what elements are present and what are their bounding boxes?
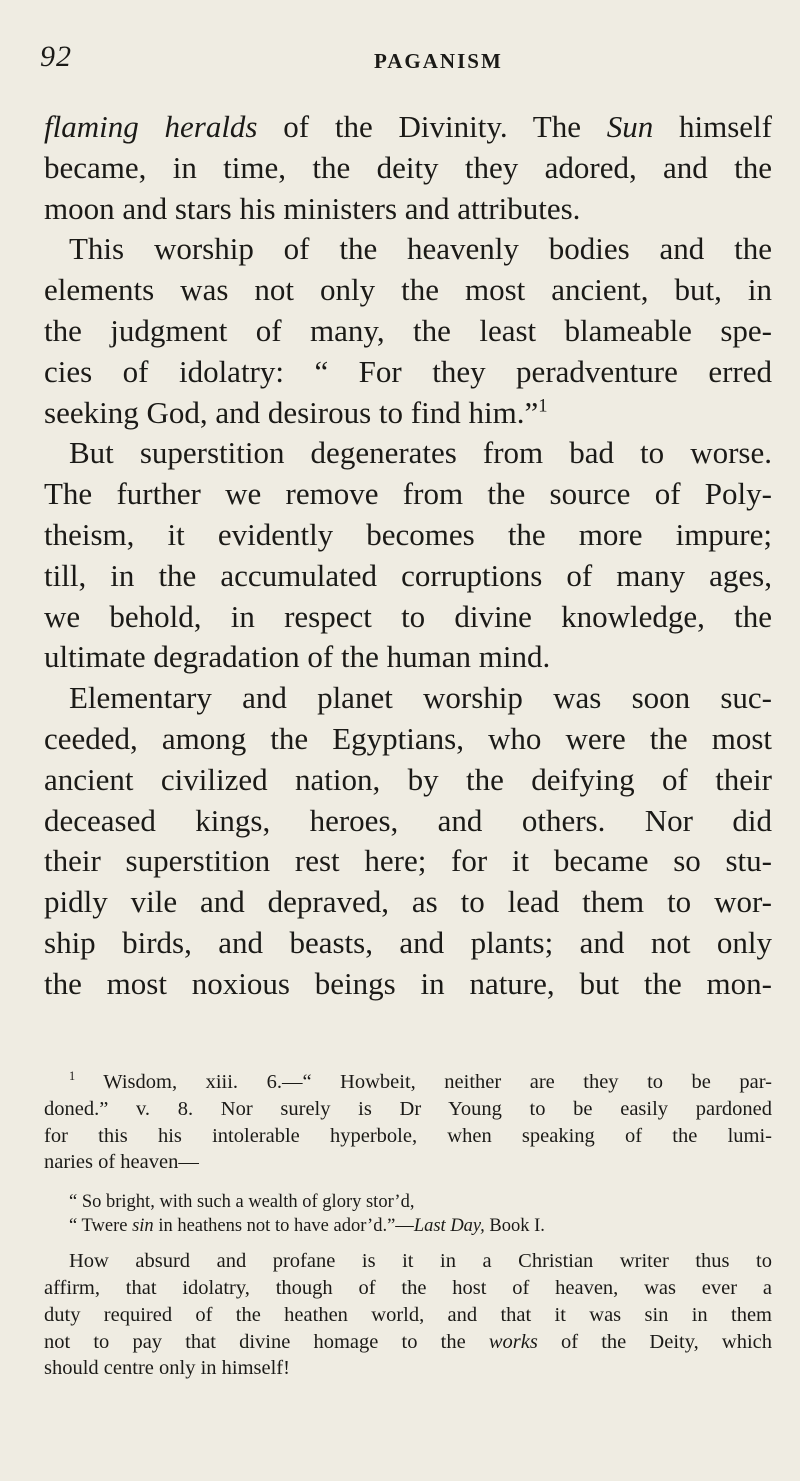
- footnote-ref: 1: [538, 395, 548, 417]
- italic-phrase: flaming heralds: [44, 109, 258, 144]
- text-line: their superstition rest here; for it became so stu-: [44, 843, 772, 879]
- text-line: elements was not only the most ancient, but, in: [44, 272, 772, 308]
- italic-word: Sun: [606, 109, 654, 144]
- running-title: PAGANISM: [374, 49, 503, 73]
- text-line: became, in time, the deity they adored, and the: [44, 149, 772, 185]
- quote-line: “ So bright, with such a wealth of glory stor’d,: [69, 1192, 415, 1213]
- page-number: 92: [40, 40, 72, 73]
- text-line: the most noxious beings in nature, but the mon-: [44, 965, 772, 1001]
- text-span: of the Deity, which: [537, 1330, 773, 1353]
- text-line: ultimate degradation of the human mind.: [44, 639, 551, 675]
- footnote: [44, 1069, 772, 1382]
- main-text: [44, 107, 772, 1005]
- spacer: [44, 1176, 772, 1190]
- text-line: deceased kings, heroes, and others. Nor did: [44, 802, 772, 838]
- running-head: [40, 40, 770, 86]
- text-span: seeking God, and desirous to find him.”: [44, 394, 539, 430]
- text-line: ancient civilized nation, by the deifying of their: [44, 761, 772, 797]
- text-span: Wisdom, xiii. 6.—“ Howbeit, neither are they to be par-: [75, 1071, 772, 1093]
- italic-word: sin: [132, 1216, 154, 1237]
- text-line: pidly vile and depraved, as to lead them to wor-: [44, 884, 772, 920]
- text-line: theism, it evidently becomes the more impure;: [44, 516, 772, 552]
- text-span: in heathens not to have ador’d.”—: [153, 1216, 414, 1237]
- text-line: we behold, in respect to divine knowledge, the: [44, 598, 772, 634]
- quote-source: Last Day,: [413, 1216, 485, 1237]
- spacer: [44, 1238, 772, 1248]
- text-span: “ Twere: [69, 1216, 133, 1237]
- footnote-line: for this his intolerable hyperbole, when speaking of the lumi-: [44, 1124, 772, 1147]
- footnote-line: naries of heaven—: [44, 1151, 199, 1174]
- footnote-line: doned.” v. 8. Nor surely is Dr Young to be easily pardoned: [44, 1097, 772, 1120]
- text-span: himself: [653, 109, 772, 144]
- text-span: of the Divinity. The: [257, 109, 607, 144]
- text-span: Book I.: [484, 1216, 545, 1237]
- text-line: [44, 393, 772, 434]
- text-line: ship birds, and beasts, and plants; and not only: [44, 924, 772, 960]
- text-line: moon and stars his ministers and attributes.: [44, 190, 581, 226]
- footnote-mark: 1: [69, 1069, 76, 1084]
- footnote-line: How absurd and profane is it in a Christian writer thus to: [69, 1250, 772, 1273]
- italic-word: works: [488, 1330, 538, 1353]
- text-span: not to pay that divine homage to the: [44, 1330, 489, 1353]
- text-line: The further we remove from the source of Poly-: [44, 476, 772, 512]
- text-line: Elementary and planet worship was soon suc-: [69, 680, 772, 716]
- text-line: ceeded, among the Egyptians, who were the most: [44, 720, 772, 756]
- text-line: the judgment of many, the least blameable spe-: [44, 312, 772, 348]
- text-line: This worship of the heavenly bodies and the: [69, 231, 772, 267]
- text-line: [44, 107, 772, 148]
- footnote-line: [44, 1069, 772, 1096]
- text-line: cies of idolatry: “ For they peradventure erred: [44, 353, 772, 389]
- footnote-line: affirm, that idolatry, though of the host of heaven, was ever a: [44, 1276, 772, 1299]
- quote-line: [44, 1214, 772, 1238]
- footnote-line: should centre only in himself!: [44, 1357, 290, 1380]
- text-line: But superstition degenerates from bad to worse.: [69, 435, 772, 471]
- text-line: till, in the accumulated corruptions of many ages,: [44, 557, 772, 593]
- footnote-line: [44, 1329, 772, 1356]
- footnote-line: duty required of the heathen world, and that it was sin in them: [44, 1303, 772, 1326]
